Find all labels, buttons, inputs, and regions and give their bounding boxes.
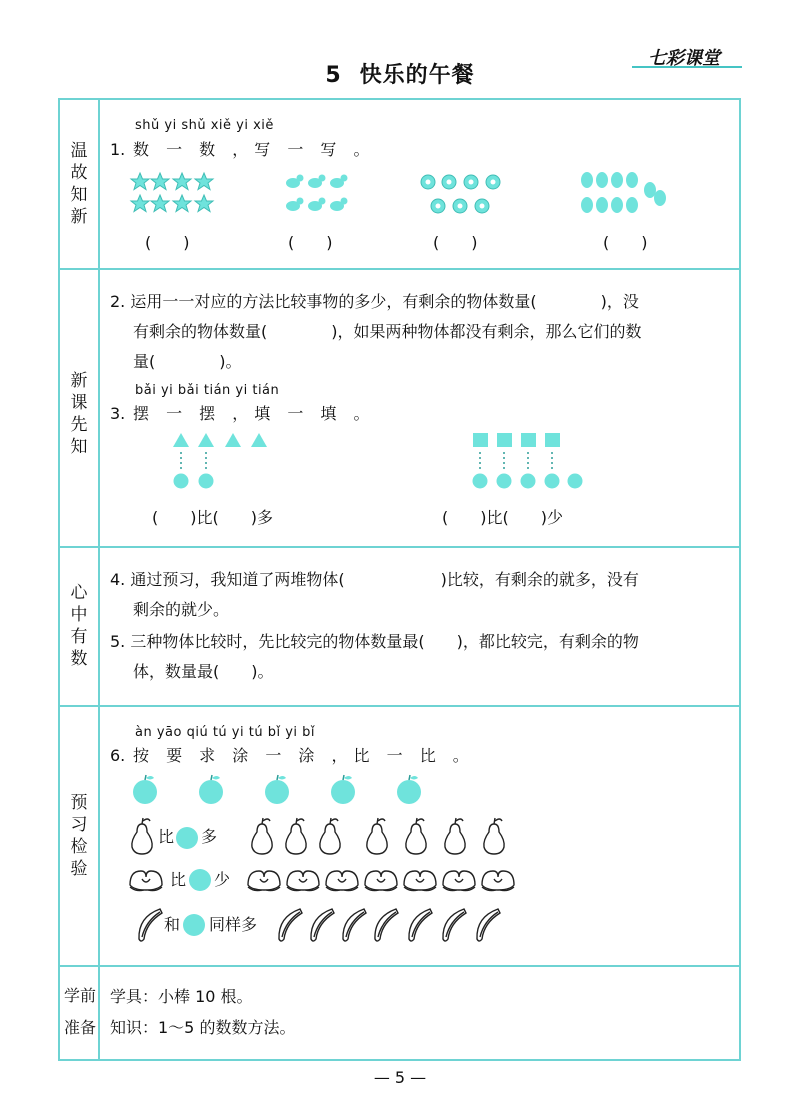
section-label-char: 知 (70, 185, 88, 205)
peach-icon (248, 871, 280, 891)
pear-icon (406, 818, 426, 854)
q6-row2-bi: 比 (170, 870, 187, 889)
apple-icon (133, 775, 157, 804)
q1-instruction: 数 一 数 ，写 一 写 。 (133, 140, 376, 159)
color-circle-1[interactable] (176, 827, 198, 849)
lesson-title: 快乐的午餐 (359, 63, 475, 88)
page-number: — 5 — (373, 1068, 427, 1087)
section-label-char: 中 (70, 605, 88, 625)
section-label-char: 先 (70, 415, 88, 435)
section-label-char: 新 (70, 207, 88, 227)
banana-icon (279, 909, 302, 941)
q6-number: 6. (110, 746, 126, 765)
pear-row (132, 818, 504, 854)
banana-icon (477, 909, 500, 941)
q3-right-answer[interactable]: ( )比( )少 (442, 508, 563, 527)
peach-icon (443, 871, 475, 891)
section-label-char: 新 (70, 371, 88, 391)
section-label-char: 心 (70, 583, 88, 603)
apple-icon (265, 775, 289, 804)
banana-icon (311, 909, 334, 941)
q6-instruction: 按 要 求 涂 一 涂 ，比 一 比 。 (133, 746, 475, 765)
pear-icon (320, 818, 340, 854)
q6-row1-bi: 比 (158, 827, 175, 846)
apple-icon (397, 775, 421, 804)
banana-icon (409, 909, 432, 941)
pear-icon (484, 818, 504, 854)
brand-logo: 七彩课堂 (648, 48, 720, 69)
color-circle-3[interactable] (183, 914, 205, 936)
q2-line-3: 量( )。 (133, 352, 242, 371)
banana-icon (139, 909, 162, 941)
peach-icon (326, 871, 358, 891)
section-label-char: 数 (70, 649, 88, 669)
pear-icon (252, 818, 272, 854)
banana-icon (343, 909, 366, 941)
section-label-prep-bottom: 准备 (63, 1018, 96, 1037)
q3-pinyin: bǎi yi bǎi tián yi tián (135, 383, 280, 398)
section-label-prep-top: 学前 (63, 986, 96, 1005)
q6-row1-duo: 多 (201, 827, 218, 846)
section-label-char: 知 (70, 437, 88, 457)
q1-pinyin: shǔ yi shǔ xiě yi xiě (135, 118, 274, 133)
section-label-char: 习 (70, 815, 88, 835)
apple-icon (199, 775, 223, 804)
q3-number: 3. (110, 404, 126, 423)
q4-line-1: 4. 通过预习，我知道了两堆物体( )比较，有剩余的就多，没有 (110, 570, 639, 589)
q1-answer-blank-balloons[interactable]: ( ) (603, 233, 648, 252)
q5-line-1: 5. 三种物体比较时，先比较完的物体数量最( )，都比较完，有剩余的物 (110, 632, 639, 651)
banana-icon (375, 909, 398, 941)
peach-icon (287, 871, 319, 891)
section-label-char: 故 (70, 163, 88, 183)
lesson-number: 5 (325, 63, 342, 88)
prep-tools: 学具：小棒 10 根。 (110, 987, 253, 1006)
q1-answer-blank-birds[interactable]: ( ) (288, 233, 333, 252)
section-label-char: 课 (70, 393, 88, 413)
q3-left-answer[interactable]: ( )比( )多 (152, 508, 273, 527)
peach-icon (365, 871, 397, 891)
section-label-char: 有 (70, 627, 88, 647)
q6-row3-same: 同样多 (209, 915, 258, 934)
pear-icon (367, 818, 387, 854)
prep-knowledge: 知识：1～5 的数数方法。 (110, 1018, 296, 1037)
apple-row (133, 775, 421, 804)
peach-row (130, 869, 514, 891)
peach-icon (130, 871, 162, 891)
q3-instruction: 摆 一 摆 ，填 一 填 。 (133, 404, 376, 423)
banana-row (139, 909, 500, 941)
peach-icon (404, 871, 436, 891)
q2-line-1: 2. 运用一一对应的方法比较事物的多少，有剩余的物体数量( )，没 (110, 292, 639, 311)
section-label-char: 温 (70, 141, 88, 161)
q1-answer-blank-flowers[interactable]: ( ) (433, 233, 478, 252)
q1-number: 1. (110, 140, 126, 159)
q1-answer-blank-stars[interactable]: ( ) (145, 233, 190, 252)
pear-icon (286, 818, 306, 854)
q6-row3-he: 和 (164, 915, 181, 934)
peach-icon (482, 871, 514, 891)
q6-row2-shao: 少 (214, 870, 231, 889)
pear-icon (132, 818, 152, 854)
q4-line-2: 剩余的就少。 (133, 600, 230, 619)
apple-icon (331, 775, 355, 804)
q6-pinyin: àn yāo qiú tú yi tú bǐ yi bǐ (135, 725, 315, 740)
section-label-char: 检 (70, 837, 88, 857)
banana-icon (443, 909, 466, 941)
q2-line-2: 有剩余的物体数量( )，如果两种物体都没有剩余，那么它们的数 (133, 322, 642, 341)
color-circle-2[interactable] (189, 869, 211, 891)
pear-icon (445, 818, 465, 854)
q5-line-2: 体，数量最( )。 (133, 662, 274, 681)
section-label-char: 验 (70, 859, 88, 879)
section-label-char: 预 (70, 793, 88, 813)
